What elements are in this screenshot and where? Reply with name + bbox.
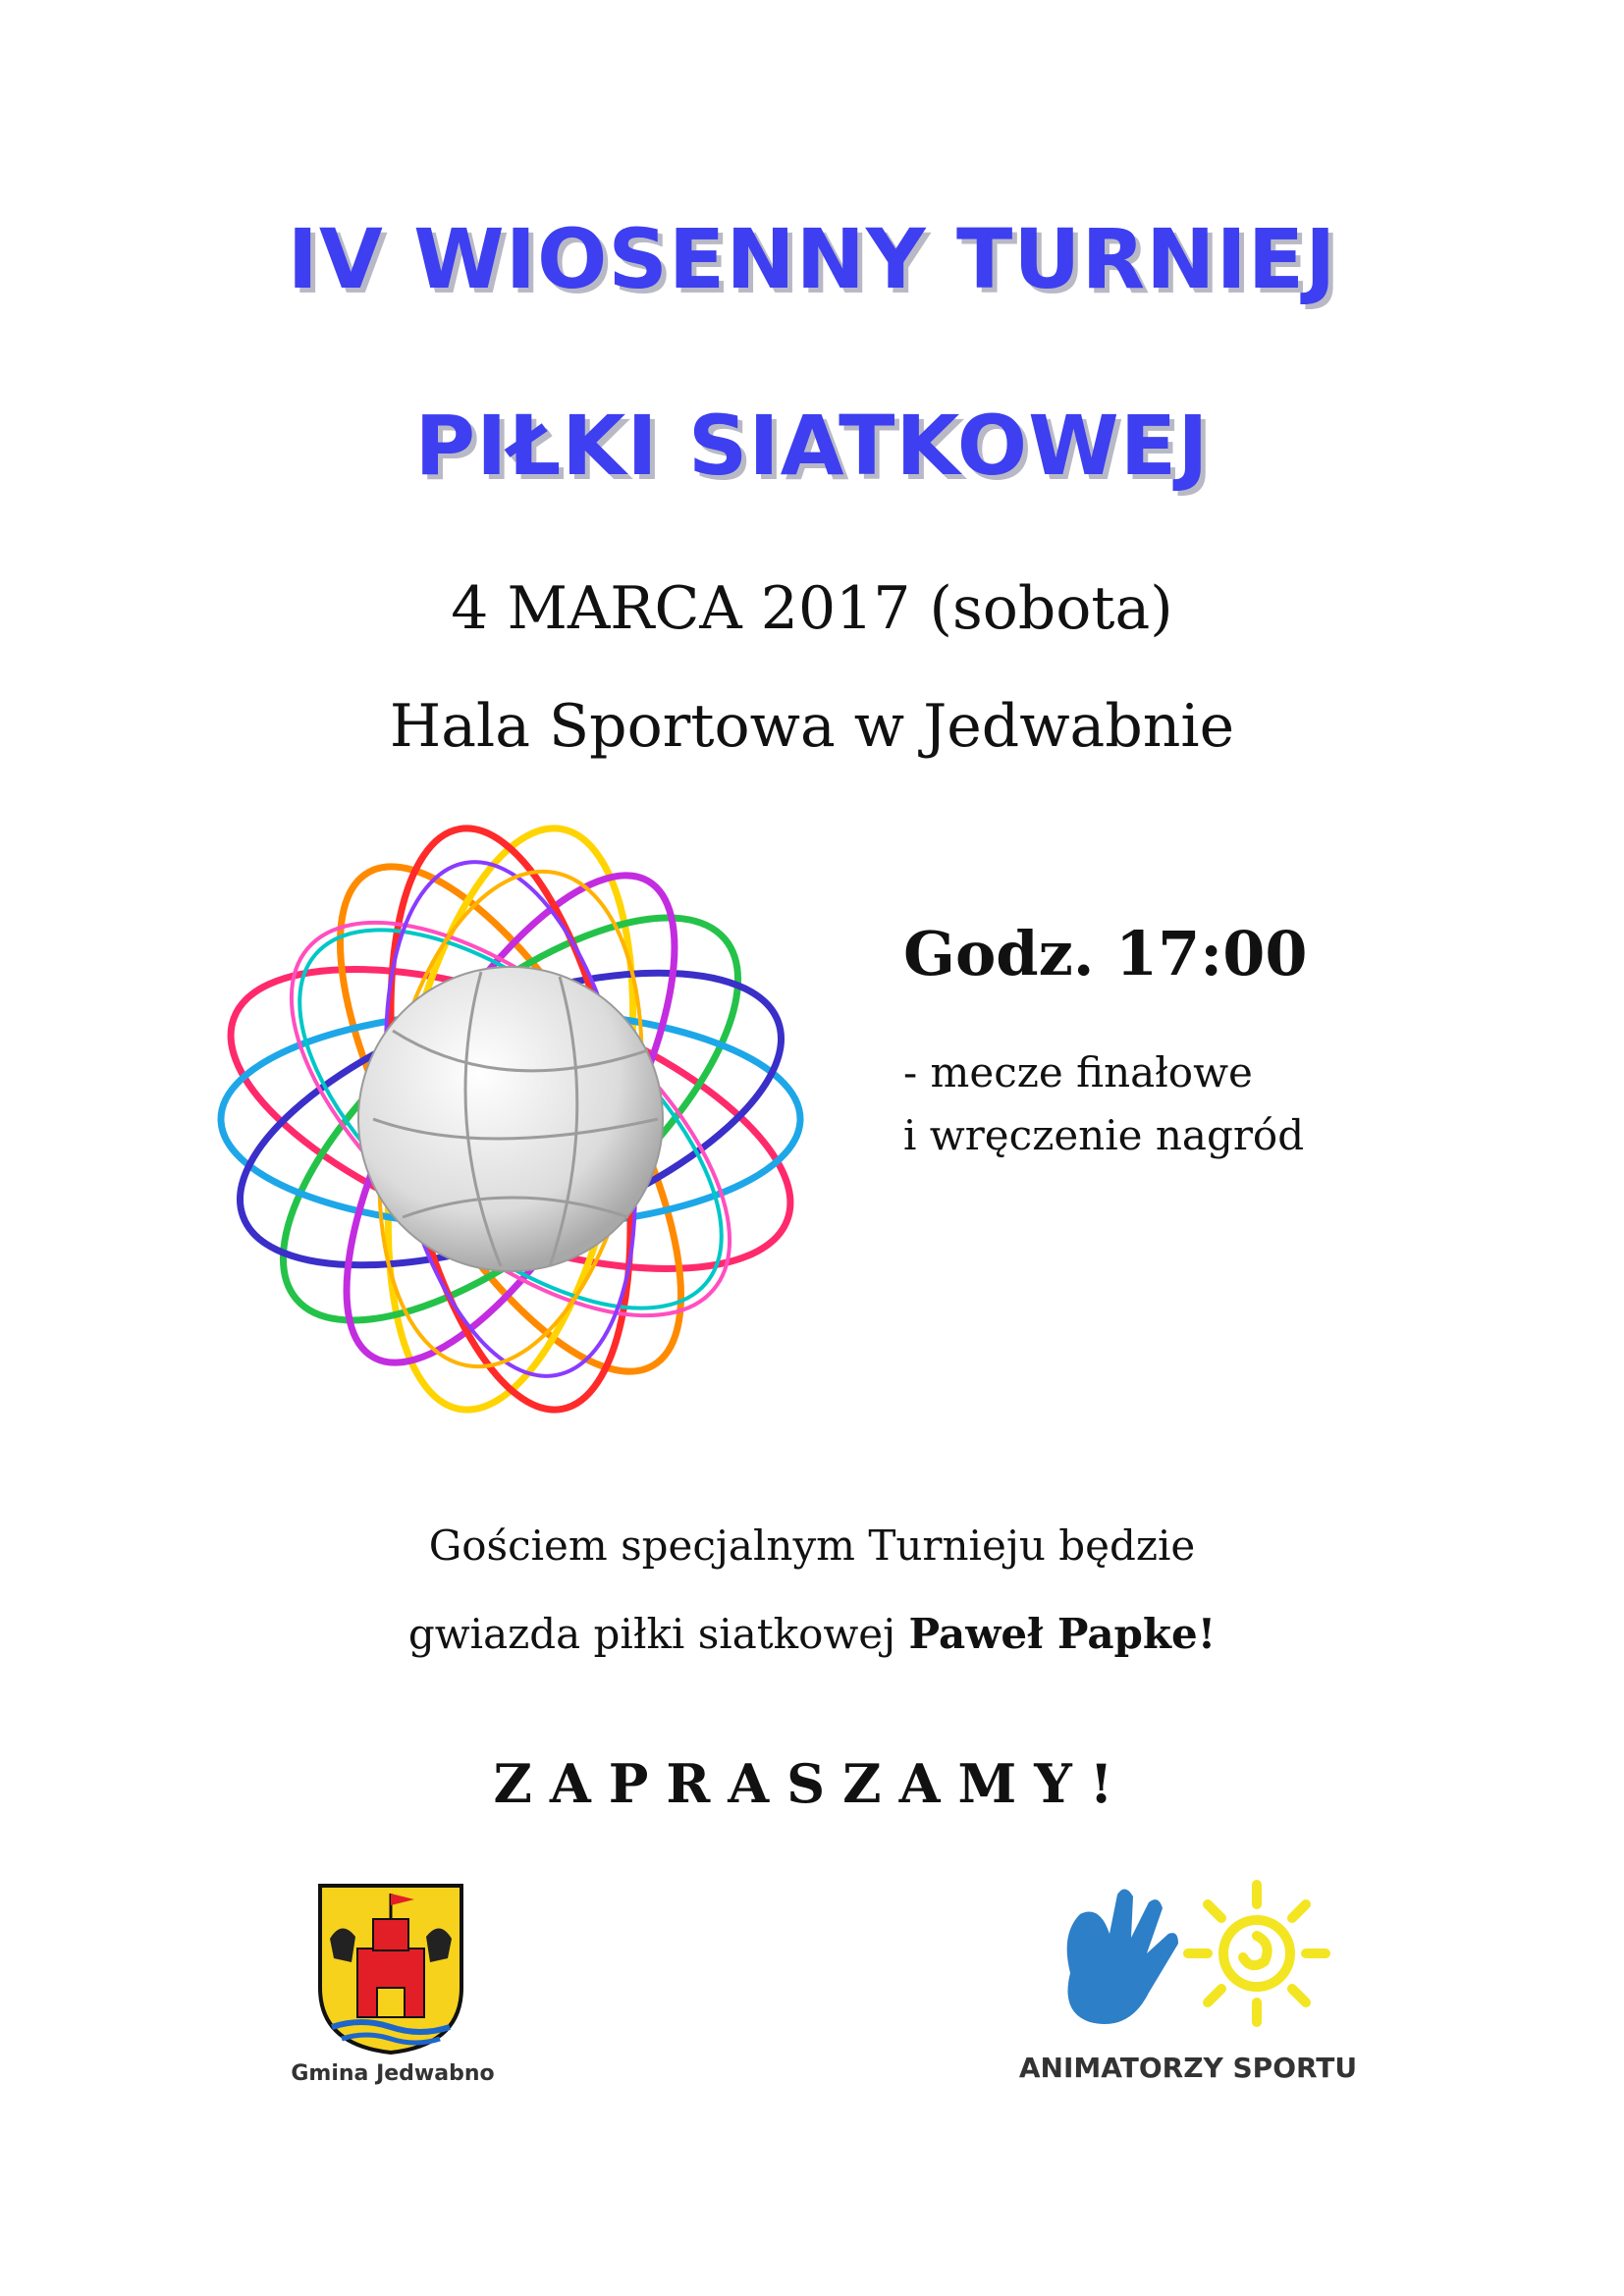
animatorzy-sportu-label: ANIMATORZY SPORTU bbox=[1018, 2052, 1358, 2084]
program-line-1: - mecze finałowe bbox=[903, 1048, 1253, 1096]
poster-title-line-2: PIŁKI SIATKOWEJ bbox=[414, 398, 1210, 494]
guest-prefix: gwiazda piłki siatkowej bbox=[407, 1610, 909, 1658]
gmina-jedwabno-label: Gmina Jedwabno bbox=[291, 2061, 495, 2086]
event-venue: Hala Sportowa w Jedwabnie bbox=[389, 692, 1235, 761]
guest-line-2 bbox=[0, 1610, 1624, 1658]
guest-name: Paweł Papke! bbox=[908, 1610, 1217, 1658]
volleyball-swirl-image bbox=[187, 805, 835, 1433]
invitation: ZAPRASZAMY! bbox=[493, 1752, 1131, 1815]
event-hour: Godz. 17:00 bbox=[903, 918, 1308, 989]
guest-line-1: Gościem specjalnym Turnieju będzie bbox=[428, 1522, 1196, 1570]
program-line-2: i wręczenie nagród bbox=[903, 1111, 1305, 1159]
coat-of-arms-icon bbox=[312, 1880, 469, 2056]
hand-and-sun-icon bbox=[1041, 1875, 1335, 2042]
event-date: 4 MARCA 2017 (sobota) bbox=[451, 574, 1173, 643]
poster-title-line-1: IV WIOSENNY TURNIEJ bbox=[287, 211, 1337, 307]
